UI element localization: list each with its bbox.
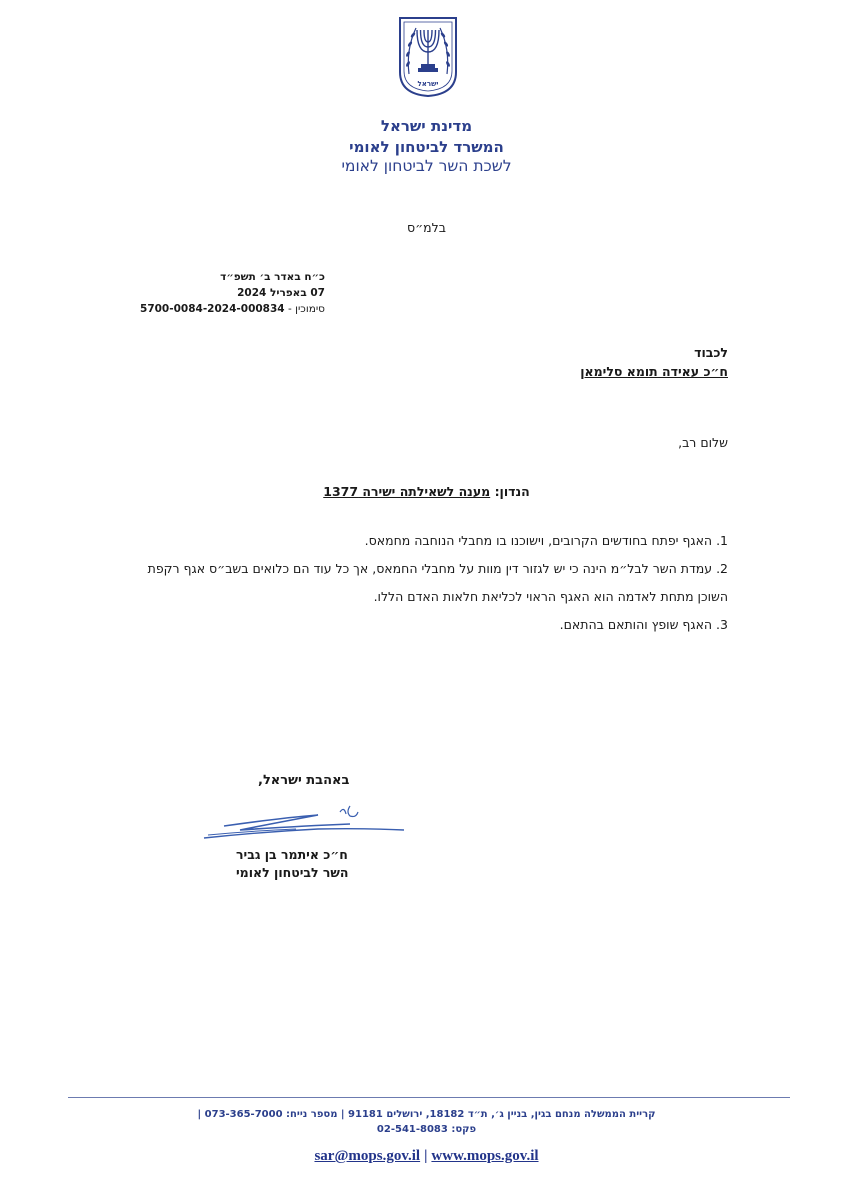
signer-name: ח״כ איתמר בן גביר: [236, 847, 348, 862]
emblem-caption: ישראל: [417, 80, 439, 88]
list-item: 3. האגף שופץ והותאם בהתאם.: [559, 617, 728, 632]
subject-label: הנדון:: [494, 484, 530, 499]
recipient-name: ח״כ עאידה תומא סלימאן: [580, 364, 728, 379]
reference-line: [140, 303, 325, 315]
subject-text: מענה לשאילתה ישירה 1377: [323, 484, 491, 499]
greeting: שלום רב,: [678, 435, 728, 450]
response-items: [138, 527, 728, 639]
list-item: 1. האגף יפתח בחודשים הקרובים, וישוכנו בו מחבלי הנוחבה מחמאס.: [364, 533, 728, 548]
email-link[interactable]: sar@mops.gov.il: [314, 1148, 421, 1164]
state-emblem-icon: [396, 14, 460, 98]
signer-title: השר לביטחון לאומי: [236, 865, 349, 880]
reference-number: 5700-0084-2024-000834: [140, 303, 285, 315]
closing-line: באהבת ישראל,: [258, 773, 350, 788]
hebrew-date: כ״ח באדר ב׳ תשפ״ד: [220, 271, 325, 283]
subject-line: [0, 484, 853, 499]
gregorian-date: 07 באפריל 2024: [237, 287, 325, 299]
footer-divider: [68, 1097, 790, 1098]
reference-label: סימוכין -: [287, 303, 325, 315]
handwritten-signature: [200, 798, 410, 848]
footer-separator: |: [424, 1148, 428, 1164]
footer-links: [0, 1148, 853, 1165]
state-title: מדינת ישראל: [380, 117, 473, 135]
list-item: 2. עמדת השר לבל״מ הינה כי יש לגזור דין מוות על מחבלי החמאס, אך כל עוד הם כלואים בשב״ס אגף רקפת השוכן מתחת לאדמה הוא האגף הראוי לכליאת חלאות האדם הללו.: [147, 561, 728, 604]
classification-label: בלמ״ס: [407, 220, 446, 235]
ministry-title: המשרד לביטחון לאומי: [349, 138, 504, 156]
recipient-salutation: לכבוד: [694, 345, 728, 360]
website-link[interactable]: www.mops.gov.il: [431, 1148, 539, 1164]
footer-address: קריית הממשלה מנחם בגין, בניין ג׳, ת״ד 18182, ירושלים 91181 | מספר נייח: 073-365-7000 |: [197, 1109, 656, 1120]
office-title: לשכת השר לביטחון לאומי: [341, 157, 512, 175]
footer-fax: פקס: 02-541-8083: [376, 1124, 477, 1135]
